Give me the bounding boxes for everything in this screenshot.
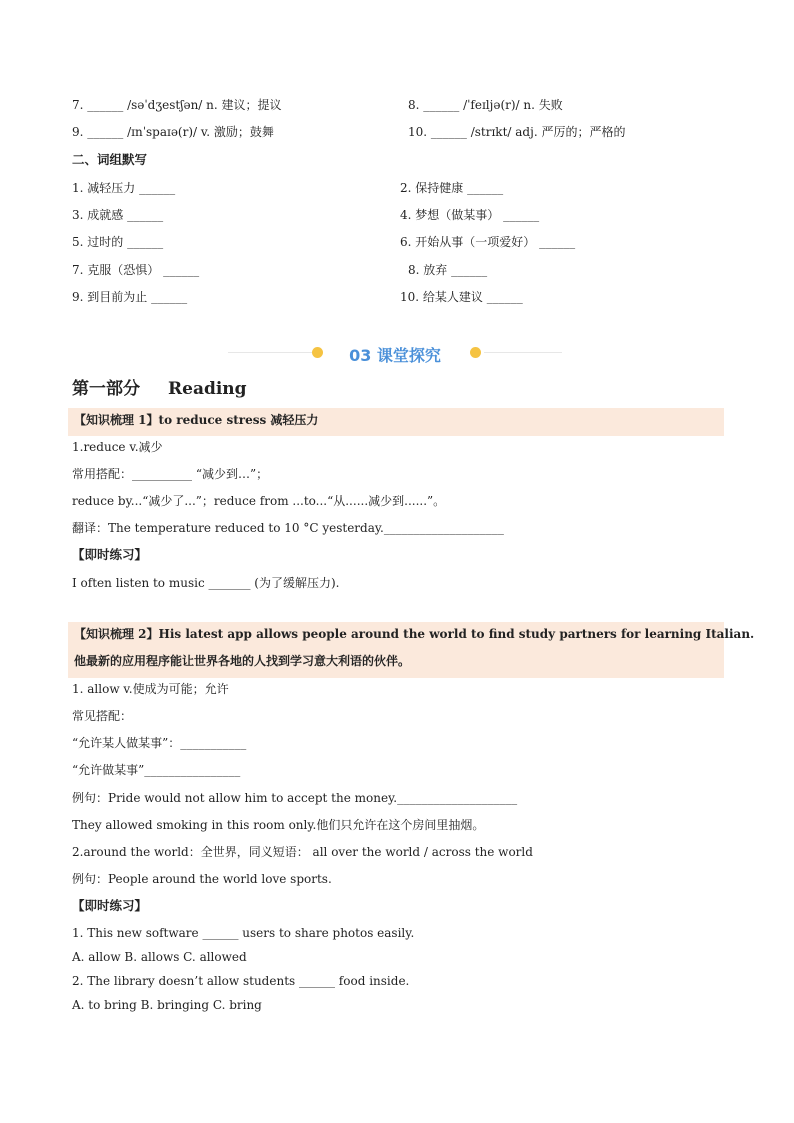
vocab-item-10: 10. ______ /strɪkt/ adj. 严厉的；严格的 (408, 125, 626, 139)
vocab-item-8: 8. ______ /ˈfeɪljə(r)/ n. 失败 (408, 98, 563, 112)
kp1-line: 1.reduce v.减少 (72, 440, 163, 454)
phrase-item: 8. 放弃 ______ (408, 263, 488, 277)
kp1-line: 常用搭配：__________ “减少到…”； (72, 467, 269, 481)
kp2-practice-line: 1. This new software ______ users to share photos easily. (72, 926, 415, 940)
kp2-line: 1. allow v.使成为可能；允许 (72, 682, 229, 696)
kp2-line: 2.around the world：全世界，同义短语： all over the world / across the world (72, 845, 533, 859)
kp2-line: “允许某人做某事”：___________ (72, 736, 247, 750)
kp1-practice-line: I often listen to music _______ (为了缓解压力). (72, 576, 340, 590)
kp2-line: “允许做某事”________________ (72, 763, 241, 777)
knowledge-point-2-translation: 他最新的应用程序能让世界各地的人找到学习意大利语的伙伴。 (74, 654, 411, 668)
kp2-line: 例句：Pride would not allow him to accept the money.____________________ (72, 791, 518, 805)
knowledge-point-1-box (68, 408, 724, 436)
phrase-item: 7. 克服（恐惧） ______ (72, 263, 200, 277)
kp1-practice-heading: 【即时练习】 (72, 547, 148, 562)
knowledge-point-1-title: 【知识梳理 1】to reduce stress 减轻压力 (74, 413, 319, 427)
kp2-line: They allowed smoking in this room only.他们只允许在这个房间里抽烟。 (72, 818, 485, 832)
section-label: 03 课堂探究 (349, 346, 441, 365)
kp2-practice-heading: 【即时练习】 (72, 898, 148, 913)
part-title-cn: 第一部分 (72, 379, 140, 399)
knowledge-point-2-box (68, 622, 755, 678)
kp2-line: 常见搭配： (72, 709, 133, 723)
knowledge-point-2-title: 【知识梳理 2】His latest app allows people around the world to find study partners for learning Italian. (74, 627, 755, 641)
phrase-item: 4. 梦想（做某事） ______ (400, 208, 540, 222)
kp2-line: 例句：People around the world love sports. (72, 872, 332, 886)
banner-dot-right (470, 347, 481, 358)
phrase-item: 6. 开始从事（一项爱好） ______ (400, 235, 576, 249)
kp2-practice-line: A. allow B. allows C. allowed (72, 950, 247, 964)
phrase-item: 9. 到目前为止 ______ (72, 290, 188, 304)
kp2-practice-line: 2. The library doesn’t allow students ______ food inside. (72, 974, 410, 988)
vocab-item-7: 7. ______ /səˈdʒestʃən/ n. 建议；提议 (72, 98, 282, 112)
phrase-item: 10. 给某人建议 ______ (400, 290, 523, 304)
part-title-en: Reading (168, 379, 247, 399)
vocab-item-9: 9. ______ /ɪnˈspaɪə(r)/ v. 激励；鼓舞 (72, 125, 274, 139)
phrase-item: 5. 过时的 ______ (72, 235, 164, 249)
phrase-item: 2. 保持健康 ______ (400, 181, 504, 195)
part-title (72, 374, 247, 399)
kp2-practice-line: A. to bring B. bringing C. bring (72, 998, 262, 1012)
banner-rule-left (228, 352, 312, 353)
section-banner (228, 342, 562, 364)
phrase-item: 1. 减轻压力 ______ (72, 181, 176, 195)
banner-rule-right (484, 352, 562, 353)
banner-dot-left (312, 347, 323, 358)
kp1-line: 翻译：The temperature reduced to 10 °C yesterday.____________________ (72, 521, 504, 535)
phrase-item: 3. 成就感 ______ (72, 208, 164, 222)
phrases-heading: 二、词组默写 (72, 152, 148, 167)
kp1-line: reduce by...“减少了...”；reduce from ...to...“从......减少到......”。 (72, 494, 446, 508)
